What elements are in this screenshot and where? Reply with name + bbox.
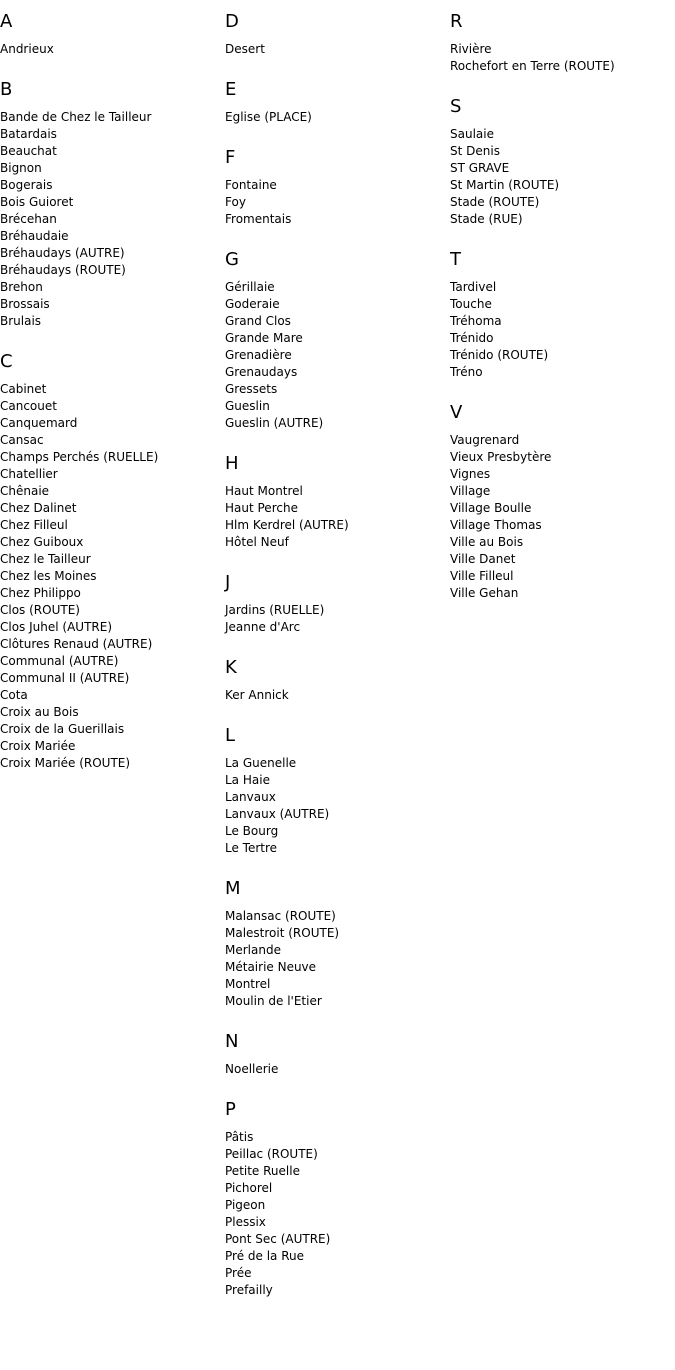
street-link[interactable]: Cancouet	[0, 399, 57, 413]
street-link[interactable]: Le Tertre	[225, 841, 278, 855]
street-link[interactable]: Brehon	[0, 280, 43, 294]
street-link[interactable]: Ville Danet	[450, 552, 516, 566]
street-link[interactable]: Brulais	[0, 314, 42, 328]
street-link[interactable]: Pâtis	[225, 1130, 254, 1144]
street-link[interactable]: Malansac (ROUTE)	[225, 909, 336, 923]
letter-group-l	[225, 725, 450, 857]
street-link[interactable]: Saulaie	[450, 127, 494, 141]
street-link[interactable]: Ker Annick	[225, 688, 289, 702]
entry-list	[225, 483, 450, 551]
street-link[interactable]: Fromentais	[225, 212, 292, 226]
street-link[interactable]: Hôtel Neuf	[225, 535, 289, 549]
letter-heading: C	[0, 351, 13, 372]
street-link[interactable]: Prée	[225, 1266, 252, 1280]
entry-list	[450, 126, 675, 228]
street-link[interactable]: Bande de Chez le Tailleur	[0, 110, 152, 124]
street-link[interactable]: Chez Guiboux	[0, 535, 84, 549]
entry-list	[0, 109, 225, 330]
entry-list	[225, 109, 450, 126]
street-link[interactable]: Village Thomas	[450, 518, 542, 532]
street-link[interactable]: Cabinet	[0, 382, 47, 396]
letter-heading: H	[225, 453, 239, 474]
street-link[interactable]: Grande Mare	[225, 331, 303, 345]
entry-list	[450, 41, 675, 75]
street-link[interactable]: Bignon	[0, 161, 42, 175]
letter-heading: D	[225, 11, 239, 32]
street-link[interactable]: Andrieux	[0, 42, 54, 56]
street-link[interactable]: Gueslin	[225, 399, 270, 413]
street-link[interactable]: Trénido	[450, 331, 494, 345]
street-link[interactable]: Croix Mariée	[0, 739, 76, 753]
street-link[interactable]: Chatellier	[0, 467, 58, 481]
street-link[interactable]: Le Bourg	[225, 824, 279, 838]
street-link[interactable]: Stade (ROUTE)	[450, 195, 540, 209]
entry-list	[450, 432, 675, 602]
street-link[interactable]: Pré de la Rue	[225, 1249, 304, 1263]
street-link[interactable]: Vignes	[450, 467, 491, 481]
street-link[interactable]: Fontaine	[225, 178, 277, 192]
street-link[interactable]: Chênaie	[0, 484, 50, 498]
entry-list	[225, 279, 450, 432]
street-link[interactable]: Montrel	[225, 977, 271, 991]
letter-heading: N	[225, 1031, 239, 1052]
letter-group-j	[225, 572, 450, 636]
street-link[interactable]: Prefailly	[225, 1283, 273, 1297]
street-link[interactable]: Hlm Kerdrel (AUTRE)	[225, 518, 349, 532]
letter-group-s	[450, 96, 675, 228]
entry-list	[0, 381, 225, 772]
street-link[interactable]: Haut Montrel	[225, 484, 303, 498]
street-link[interactable]: Lanvaux	[225, 790, 276, 804]
index-column-3	[450, 0, 675, 623]
street-link[interactable]: Pont Sec (AUTRE)	[225, 1232, 331, 1246]
letter-heading: E	[225, 79, 237, 100]
street-link[interactable]: Clos (ROUTE)	[0, 603, 80, 617]
street-link[interactable]: Bois Guioret	[0, 195, 74, 209]
entry-list	[225, 908, 450, 1010]
street-link[interactable]: Tréhoma	[450, 314, 502, 328]
street-link[interactable]: Chez les Moines	[0, 569, 97, 583]
street-link[interactable]: Stade (RUE)	[450, 212, 523, 226]
street-link[interactable]: Ville Filleul	[450, 569, 514, 583]
letter-heading: J	[225, 572, 231, 593]
street-link[interactable]: Bréhaudaie	[0, 229, 69, 243]
street-link[interactable]: La Guenelle	[225, 756, 297, 770]
street-link[interactable]: St Denis	[450, 144, 500, 158]
street-link[interactable]: Moulin de l'Etier	[225, 994, 322, 1008]
entry-list	[225, 1129, 450, 1299]
street-link[interactable]: Jardins (RUELLE)	[225, 603, 325, 617]
street-link[interactable]: Grenaudays	[225, 365, 298, 379]
letter-heading: B	[0, 79, 13, 100]
street-link[interactable]: Gressets	[225, 382, 278, 396]
street-link[interactable]: Rivière	[450, 42, 492, 56]
street-link[interactable]: Chez le Tailleur	[0, 552, 91, 566]
street-link[interactable]: Champs Perchés (RUELLE)	[0, 450, 159, 464]
letter-heading: R	[450, 11, 463, 32]
letter-group-g	[225, 249, 450, 432]
street-link[interactable]: Petite Ruelle	[225, 1164, 300, 1178]
letter-group-a	[0, 11, 225, 58]
entry-list	[225, 602, 450, 636]
letter-heading: G	[225, 249, 239, 270]
street-link[interactable]: Pigeon	[225, 1198, 266, 1212]
street-link[interactable]: Vieux Presbytère	[450, 450, 552, 464]
street-link[interactable]: Communal (AUTRE)	[0, 654, 119, 668]
street-link[interactable]: Bogerais	[0, 178, 53, 192]
street-link[interactable]: Goderaie	[225, 297, 280, 311]
street-link[interactable]: Village	[450, 484, 491, 498]
entry-list	[225, 41, 450, 58]
letter-group-k	[225, 657, 450, 704]
letter-heading: F	[225, 147, 236, 168]
entry-list	[225, 1061, 450, 1078]
street-link[interactable]: Grenadière	[225, 348, 292, 362]
street-link[interactable]: Touche	[450, 297, 492, 311]
letter-heading: A	[0, 11, 13, 32]
street-link[interactable]: Batardais	[0, 127, 57, 141]
street-link[interactable]: Jeanne d'Arc	[225, 620, 301, 634]
street-link[interactable]: Malestroit (ROUTE)	[225, 926, 340, 940]
street-link[interactable]: Chez Philippo	[0, 586, 81, 600]
letter-group-c	[0, 351, 225, 772]
street-link[interactable]: Beauchat	[0, 144, 57, 158]
letter-group-f	[225, 147, 450, 228]
street-link[interactable]: Croix de la Guerillais	[0, 722, 125, 736]
entry-list	[225, 687, 450, 704]
street-link[interactable]: Cansac	[0, 433, 44, 447]
street-link[interactable]: Gueslin (AUTRE)	[225, 416, 324, 430]
street-link[interactable]: Pichorel	[225, 1181, 273, 1195]
street-link[interactable]: Merlande	[225, 943, 281, 957]
street-link[interactable]: Gérillaie	[225, 280, 275, 294]
street-link[interactable]: Ville au Bois	[450, 535, 524, 549]
letter-group-b	[0, 79, 225, 330]
street-link[interactable]: Noellerie	[225, 1062, 279, 1076]
street-link[interactable]: Rochefort en Terre (ROUTE)	[450, 59, 615, 73]
street-link[interactable]: Clôtures Renaud (AUTRE)	[0, 637, 153, 651]
street-link[interactable]: La Haie	[225, 773, 270, 787]
street-link[interactable]: Grand Clos	[225, 314, 291, 328]
letter-heading: T	[450, 249, 461, 270]
street-link[interactable]: Plessix	[225, 1215, 266, 1229]
entry-list	[450, 279, 675, 381]
street-link[interactable]: Trénido (ROUTE)	[450, 348, 549, 362]
street-link[interactable]: Eglise (PLACE)	[225, 110, 312, 124]
street-link[interactable]: Tréno	[450, 365, 483, 379]
letter-heading: P	[225, 1099, 236, 1120]
letter-group-v	[450, 402, 675, 602]
street-link[interactable]: Cota	[0, 688, 28, 702]
street-link[interactable]: Haut Perche	[225, 501, 298, 515]
letter-group-t	[450, 249, 675, 381]
entry-list	[225, 755, 450, 857]
street-link[interactable]: Croix Mariée (ROUTE)	[0, 756, 131, 770]
street-link[interactable]: Canquemard	[0, 416, 78, 430]
street-link[interactable]: Desert	[225, 42, 265, 56]
letter-group-p	[225, 1099, 450, 1299]
index-column-1	[0, 0, 225, 793]
street-link[interactable]: Bréhaudays (AUTRE)	[0, 246, 125, 260]
street-link[interactable]: ST GRAVE	[450, 161, 510, 175]
street-link[interactable]: Tardivel	[450, 280, 497, 294]
street-link[interactable]: Vaugrenard	[450, 433, 520, 447]
street-link[interactable]: Foy	[225, 195, 246, 209]
street-link[interactable]: Village Boulle	[450, 501, 532, 515]
letter-heading: S	[450, 96, 462, 117]
street-link[interactable]: St Martin (ROUTE)	[450, 178, 560, 192]
letter-heading: K	[225, 657, 237, 678]
street-link[interactable]: Ville Gehan	[450, 586, 519, 600]
street-link[interactable]: Chez Dalinet	[0, 501, 77, 515]
street-link[interactable]: Brossais	[0, 297, 50, 311]
letter-group-m	[225, 878, 450, 1010]
letter-heading: M	[225, 878, 241, 899]
letter-group-h	[225, 453, 450, 551]
street-link[interactable]: Croix au Bois	[0, 705, 79, 719]
letter-group-r	[450, 11, 675, 75]
index-column-2	[225, 0, 450, 1320]
letter-heading: L	[225, 725, 236, 746]
street-link[interactable]: Chez Filleul	[0, 518, 68, 532]
street-link[interactable]: Lanvaux (AUTRE)	[225, 807, 330, 821]
street-link[interactable]: Clos Juhel (AUTRE)	[0, 620, 113, 634]
letter-group-n	[225, 1031, 450, 1078]
letter-group-d	[225, 11, 450, 58]
entry-list	[0, 41, 225, 58]
street-link[interactable]: Brécehan	[0, 212, 57, 226]
street-link[interactable]: Métairie Neuve	[225, 960, 317, 974]
letter-group-e	[225, 79, 450, 126]
entry-list	[225, 177, 450, 228]
street-link[interactable]: Bréhaudays (ROUTE)	[0, 263, 126, 277]
street-link[interactable]: Peillac (ROUTE)	[225, 1147, 318, 1161]
letter-heading: V	[450, 402, 463, 423]
street-link[interactable]: Communal II (AUTRE)	[0, 671, 130, 685]
